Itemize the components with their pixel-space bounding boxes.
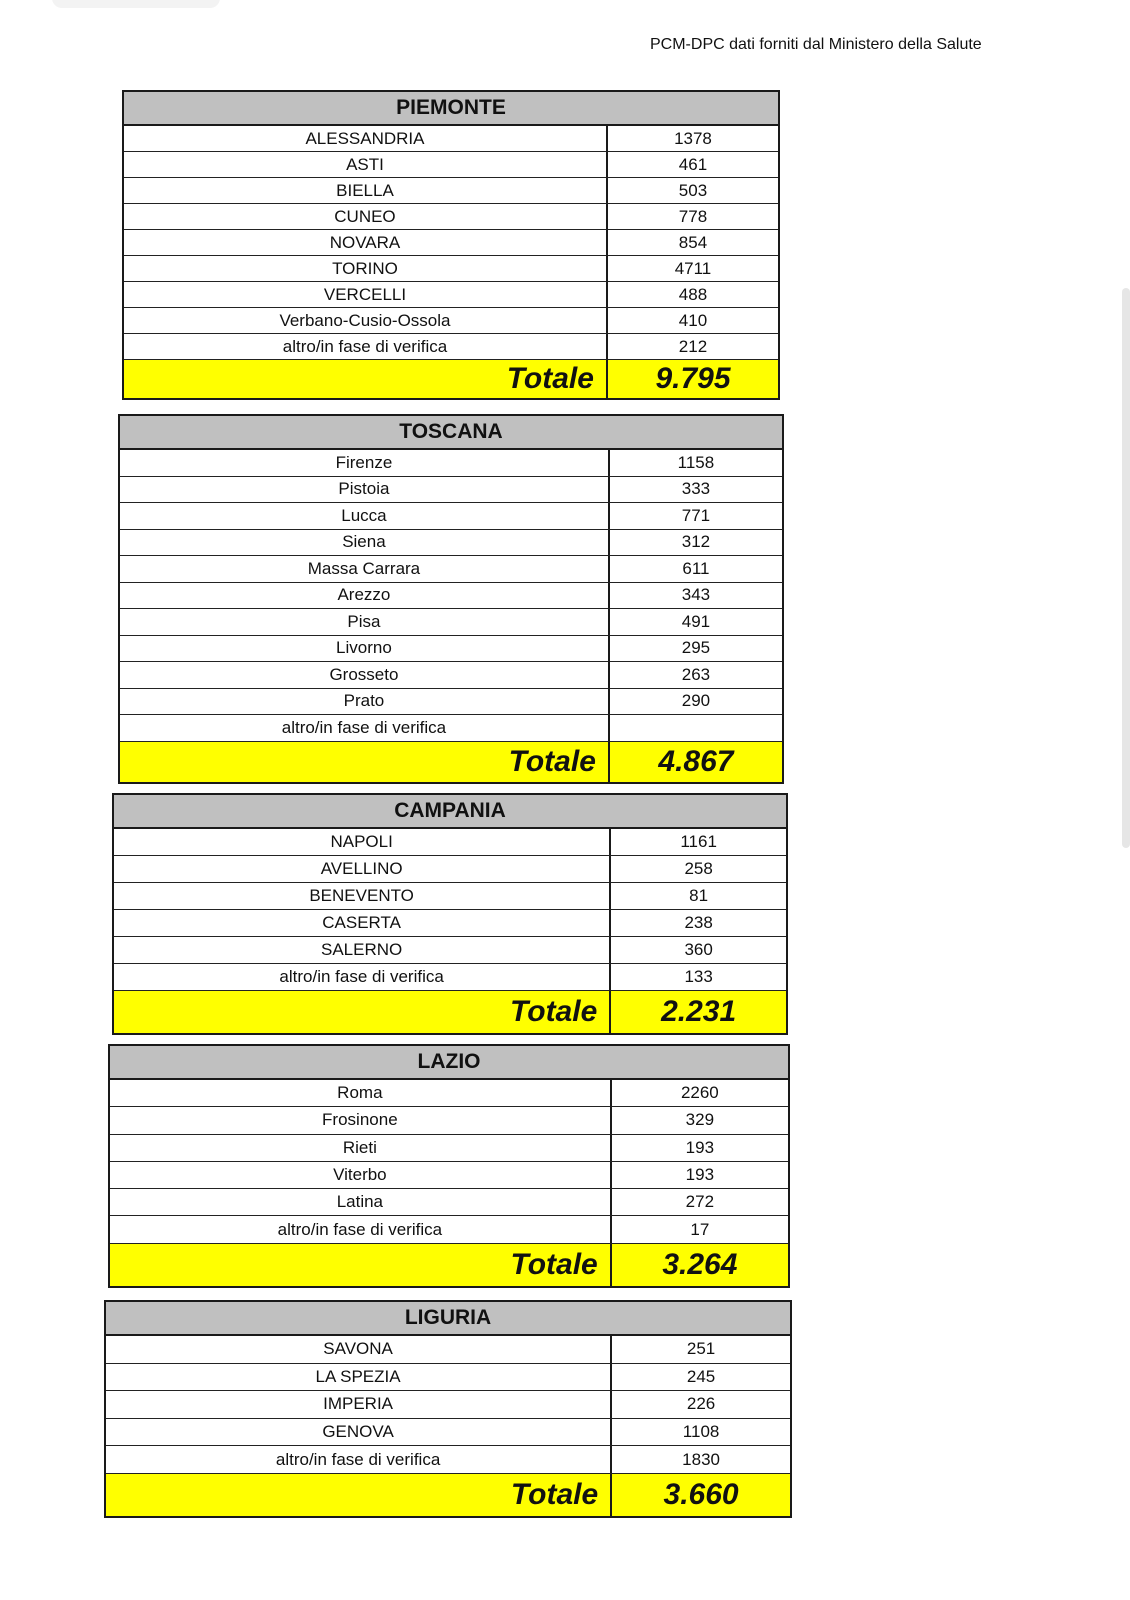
total-value: 2.231 <box>661 995 737 1028</box>
province-value: 312 <box>681 532 711 552</box>
province-name: ASTI <box>124 152 608 177</box>
province-value: 343 <box>681 585 711 605</box>
province-name: Pistoia <box>120 477 610 503</box>
scrollbar[interactable] <box>1122 288 1130 848</box>
region-table-0 <box>122 90 780 400</box>
table-row <box>120 662 782 689</box>
province-value: 503 <box>678 180 708 200</box>
table-row <box>106 1391 790 1419</box>
total-value: 4.867 <box>658 744 734 778</box>
province-name: altro/in fase di verifica <box>124 334 608 359</box>
province-value: 491 <box>681 611 711 631</box>
table-row <box>114 856 786 883</box>
province-value: 771 <box>681 505 711 525</box>
province-value: 295 <box>681 638 711 658</box>
total-label: Totale <box>120 742 610 782</box>
province-value: 251 <box>686 1339 716 1359</box>
province-name: CUNEO <box>124 204 608 229</box>
province-value: 193 <box>685 1137 715 1157</box>
province-value: 226 <box>686 1394 716 1414</box>
table-row <box>110 1189 788 1216</box>
province-value: 1108 <box>682 1422 720 1442</box>
province-value: 290 <box>681 691 711 711</box>
province-name: Viterbo <box>110 1162 612 1188</box>
table-row <box>124 204 778 230</box>
table-row <box>106 1446 790 1474</box>
table-row <box>120 609 782 636</box>
table-row <box>110 1080 788 1107</box>
province-value: 81 <box>689 886 709 905</box>
province-value: 360 <box>684 940 713 959</box>
province-name: CASERTA <box>114 910 611 936</box>
table-row <box>120 503 782 530</box>
table-row <box>114 964 786 991</box>
province-name: AVELLINO <box>114 856 611 882</box>
province-name: SAVONA <box>106 1336 612 1363</box>
province-value: 488 <box>678 284 708 304</box>
total-value: 3.660 <box>663 1477 739 1511</box>
province-value: 17 <box>690 1219 710 1239</box>
province-name: Pisa <box>120 609 610 635</box>
province-value <box>610 715 782 741</box>
province-value: 854 <box>678 232 708 252</box>
province-name: NAPOLI <box>114 829 611 855</box>
province-value: 1378 <box>674 128 712 148</box>
province-value: 333 <box>681 479 711 499</box>
table-row <box>114 883 786 910</box>
province-value: 329 <box>685 1110 715 1130</box>
table-row <box>124 282 778 308</box>
province-value: 245 <box>686 1366 716 1386</box>
table-row <box>110 1216 788 1243</box>
province-value: 778 <box>678 206 708 226</box>
total-row <box>106 1474 790 1516</box>
table-row <box>120 477 782 504</box>
province-value: 193 <box>685 1165 715 1185</box>
province-value: 263 <box>681 664 711 684</box>
total-label: Totale <box>124 360 608 398</box>
province-name: GENOVA <box>106 1419 612 1446</box>
region-table-4 <box>104 1300 792 1518</box>
total-row <box>124 360 778 398</box>
province-name: altro/in fase di verifica <box>106 1446 612 1473</box>
region-header: LIGURIA <box>106 1302 790 1336</box>
province-name: TORINO <box>124 256 608 281</box>
province-name: Prato <box>120 689 610 715</box>
province-name: Roma <box>110 1080 612 1106</box>
province-name: Arezzo <box>120 583 610 609</box>
province-name: Rieti <box>110 1135 612 1161</box>
province-value: 238 <box>684 913 713 932</box>
table-row <box>120 715 782 742</box>
province-name: Firenze <box>120 450 610 476</box>
region-header: LAZIO <box>110 1046 788 1080</box>
province-name: SALERNO <box>114 937 611 963</box>
table-row <box>124 230 778 256</box>
province-name: Siena <box>120 530 610 556</box>
province-value: 133 <box>684 967 713 986</box>
table-row <box>114 829 786 856</box>
total-row <box>120 742 782 782</box>
province-value: 258 <box>684 859 713 878</box>
province-name: Verbano-Cusio-Ossola <box>124 308 608 333</box>
table-row <box>124 334 778 360</box>
region-table-3 <box>108 1044 790 1288</box>
source-note: PCM-DPC dati forniti dal Ministero della Salute <box>650 36 982 53</box>
province-value: 1830 <box>682 1449 720 1469</box>
table-row <box>120 583 782 610</box>
province-name: Latina <box>110 1189 612 1215</box>
table-row <box>110 1135 788 1162</box>
table-row <box>120 636 782 663</box>
table-row <box>124 152 778 178</box>
table-row <box>124 178 778 204</box>
province-value: 410 <box>678 310 708 330</box>
province-name: Massa Carrara <box>120 556 610 582</box>
province-name: IMPERIA <box>106 1391 612 1418</box>
province-value: 1158 <box>677 452 715 472</box>
table-row <box>124 256 778 282</box>
total-value: 3.264 <box>662 1247 738 1281</box>
province-value: 2260 <box>680 1083 719 1103</box>
province-name: altro/in fase di verifica <box>110 1216 612 1242</box>
total-label: Totale <box>114 991 611 1033</box>
region-header: TOSCANA <box>120 416 782 450</box>
table-row <box>120 556 782 583</box>
table-row <box>110 1162 788 1189</box>
table-row <box>120 530 782 557</box>
table-row <box>120 689 782 716</box>
province-name: NOVARA <box>124 230 608 255</box>
province-value: 4711 <box>674 258 712 278</box>
province-name: Livorno <box>120 636 610 662</box>
province-value: 212 <box>678 336 708 356</box>
province-value: 461 <box>678 154 708 174</box>
table-row <box>124 308 778 334</box>
province-name: VERCELLI <box>124 282 608 307</box>
table-row <box>124 126 778 152</box>
total-value: 9.795 <box>655 362 731 395</box>
region-header: PIEMONTE <box>124 92 778 126</box>
table-row <box>106 1364 790 1392</box>
table-row <box>114 937 786 964</box>
browser-tab-stub <box>52 0 220 8</box>
total-row <box>114 991 786 1033</box>
region-table-1 <box>118 414 784 784</box>
province-name: BENEVENTO <box>114 883 611 909</box>
table-row <box>110 1107 788 1134</box>
province-value: 611 <box>682 558 710 578</box>
table-row <box>114 910 786 937</box>
province-value: 272 <box>685 1192 715 1212</box>
total-label: Totale <box>106 1474 612 1516</box>
region-header: CAMPANIA <box>114 795 786 829</box>
province-name: Grosseto <box>120 662 610 688</box>
region-table-2 <box>112 793 788 1035</box>
total-label: Totale <box>110 1244 612 1286</box>
province-name: LA SPEZIA <box>106 1364 612 1391</box>
province-name: Lucca <box>120 503 610 529</box>
province-name: altro/in fase di verifica <box>114 964 611 990</box>
province-name: altro/in fase di verifica <box>120 715 610 741</box>
province-name: BIELLA <box>124 178 608 203</box>
province-name: Frosinone <box>110 1107 612 1133</box>
table-row <box>120 450 782 477</box>
table-row <box>106 1419 790 1447</box>
province-value: 1161 <box>680 832 717 851</box>
total-row <box>110 1244 788 1286</box>
table-row <box>106 1336 790 1364</box>
province-name: ALESSANDRIA <box>124 126 608 151</box>
